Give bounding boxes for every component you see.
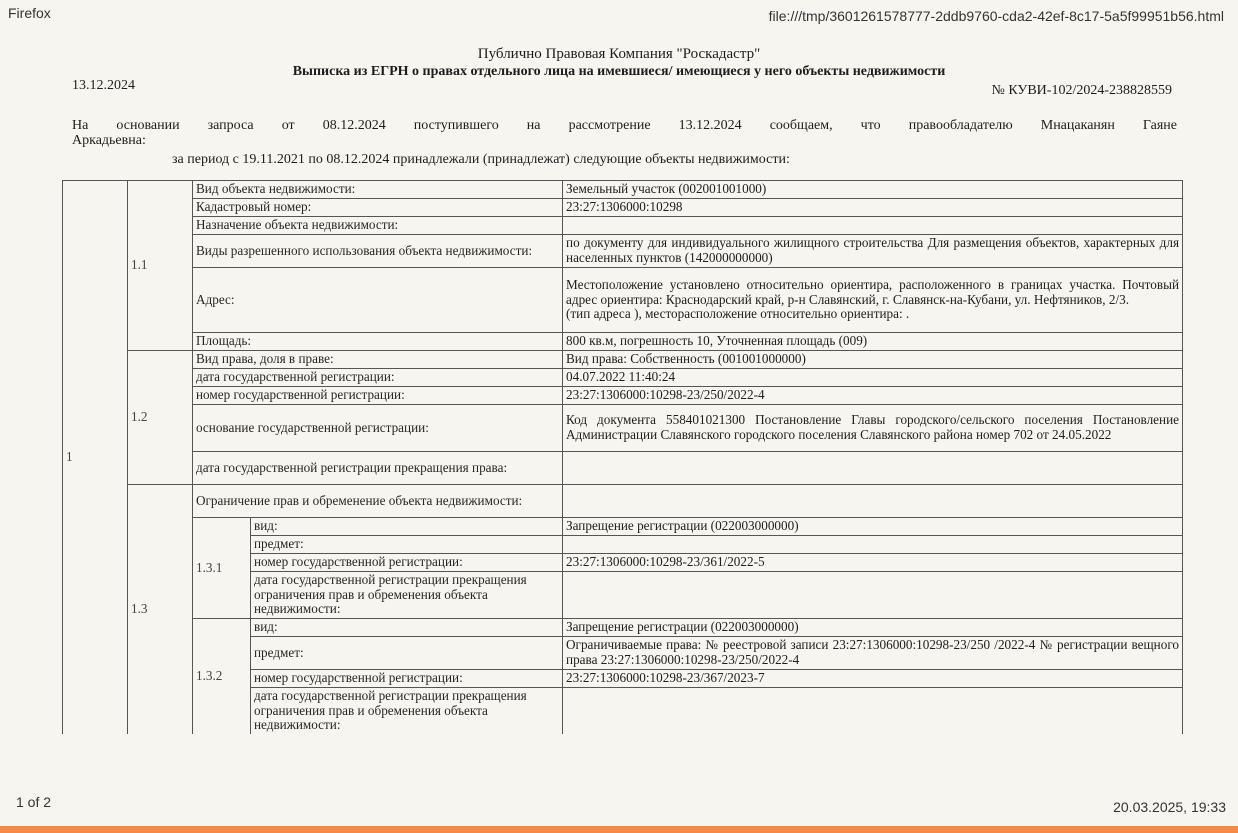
- address-type-text: (тип адреса ), месторасположение относительно ориентира: .: [566, 306, 910, 322]
- intro-line-1: На основании запроса от 08.12.2024 поступившего на рассмотрение 13.12.2024 сообщаем, что правообладателю Мнацаканян Гаяне: [72, 118, 1177, 133]
- table-row: [63, 333, 1183, 351]
- row-value: [563, 452, 1183, 485]
- table-row: [63, 181, 1183, 199]
- restriction-type: Запрещение регистрации (022003000000): [563, 619, 1183, 637]
- row-value: [563, 485, 1183, 518]
- restriction-type: Запрещение регистрации (022003000000): [563, 518, 1183, 536]
- item-number: 1: [63, 181, 128, 735]
- row-value: [563, 217, 1183, 235]
- row-label: Ограничение прав и обременение объекта недвижимости:: [193, 485, 563, 518]
- table-row: [63, 235, 1183, 268]
- table-row: [63, 405, 1183, 452]
- row-label: вид:: [251, 518, 563, 536]
- row-label: вид:: [251, 619, 563, 637]
- file-url: file:///tmp/3601261578777-2ddb9760-cda2-42ef-8c17-5a5f99951b56.html: [768, 8, 1224, 24]
- row-value: по документу для индивидуального жилищного строительства Для размещения объектов, характерных для населенных пунктов (142000000000): [563, 235, 1183, 268]
- bottom-accent-bar: [0, 826, 1238, 833]
- table-row: [63, 452, 1183, 485]
- subsection-number-1-3-1: 1.3.1: [193, 518, 251, 619]
- table-row: [63, 387, 1183, 405]
- row-label: дата государственной регистрации прекращения права:: [193, 452, 563, 485]
- registration-date: 04.07.2022 11:40:24: [563, 369, 1183, 387]
- row-value: Вид права: Собственность (001001000000): [563, 351, 1183, 369]
- document-title: Выписка из ЕГРН о правах отдельного лица на имевшиеся/ имеющиеся у него объекты недвижимости: [292, 64, 946, 79]
- row-label: Виды разрешенного использования объекта недвижимости:: [193, 235, 563, 268]
- row-value: [563, 536, 1183, 554]
- page-counter: 1 of 2: [16, 794, 52, 810]
- row-label: Вид объекта недвижимости:: [193, 181, 563, 199]
- intro-line-3: за период с 19.11.2021 по 08.12.2024 принадлежали (принадлежат) следующие объекты недвижимости:: [172, 152, 790, 167]
- row-label: предмет:: [251, 536, 563, 554]
- intro-line-2: Аркадьевна:: [72, 133, 146, 148]
- row-label: номер государственной регистрации:: [251, 670, 563, 688]
- document-number: № КУВИ-102/2024-238828559: [991, 83, 1172, 98]
- row-label: Адрес:: [193, 268, 563, 333]
- row-value: Земельный участок (002001001000): [563, 181, 1183, 199]
- table-row: [63, 217, 1183, 235]
- table-row: [63, 369, 1183, 387]
- print-timestamp: 20.03.2025, 19:33: [1113, 799, 1226, 815]
- property-table: [62, 180, 1183, 734]
- row-label: дата государственной регистрации прекращения ограничения прав и обременения объекта недвижимости:: [251, 688, 563, 735]
- row-label: номер государственной регистрации:: [251, 554, 563, 572]
- row-label: дата государственной регистрации:: [193, 369, 563, 387]
- table-row: [63, 351, 1183, 369]
- table-row: [63, 268, 1183, 333]
- section-number-1-3: 1.3: [128, 485, 193, 735]
- restriction-number: 23:27:1306000:10298-23/367/2023-7: [563, 670, 1183, 688]
- document-date: 13.12.2024: [72, 78, 135, 93]
- section-number-1-1: 1.1: [128, 181, 193, 351]
- table-row: [63, 199, 1183, 217]
- row-value: [563, 572, 1183, 619]
- browser-name: Firefox: [8, 5, 51, 21]
- row-label: Кадастровый номер:: [193, 199, 563, 217]
- subsection-number-1-3-2: 1.3.2: [193, 619, 251, 735]
- row-label: номер государственной регистрации:: [193, 387, 563, 405]
- row-label: предмет:: [251, 637, 563, 670]
- cadastral-number: 23:27:1306000:10298: [563, 199, 1183, 217]
- area-value: 800 кв.м, погрешность 10, Уточненная площадь (009): [563, 333, 1183, 351]
- restriction-subject: Ограничиваемые права: № реестровой записи 23:27:1306000:10298-23/250 /2022-4 № регистрации вещного права 23:27:1306000:10298-23/250/2022-4: [563, 637, 1183, 670]
- row-label: Площадь:: [193, 333, 563, 351]
- registration-number: 23:27:1306000:10298-23/250/2022-4: [563, 387, 1183, 405]
- row-label: Вид права, доля в праве:: [193, 351, 563, 369]
- row-label: Назначение объекта недвижимости:: [193, 217, 563, 235]
- restriction-number: 23:27:1306000:10298-23/361/2022-5: [563, 554, 1183, 572]
- address-text: Местоположение установлено относительно ориентира, расположенного в границах участка. Почтовый адрес ориентира: Краснодарский край, р-н Славянский, г. Славянск-на-Кубани, ул. Нефтяников, 2/3.: [566, 276, 1180, 307]
- row-label: основание государственной регистрации:: [193, 405, 563, 452]
- table-row: [63, 485, 1183, 518]
- address-value: [563, 268, 1183, 333]
- table-row: [63, 619, 1183, 637]
- table-row: [63, 518, 1183, 536]
- section-number-1-2: 1.2: [128, 351, 193, 485]
- registration-basis: Код документа 558401021300 Постановление Главы городского/сельского поселения Постановление Администрации Славянского городского поселения Славянского района номер 702 от 24.05.2022: [563, 405, 1183, 452]
- row-label: дата государственной регистрации прекращения ограничения прав и обременения объекта недвижимости:: [251, 572, 563, 619]
- organization-name: Публично Правовая Компания "Роскадастр": [477, 46, 761, 62]
- row-value: [563, 688, 1183, 735]
